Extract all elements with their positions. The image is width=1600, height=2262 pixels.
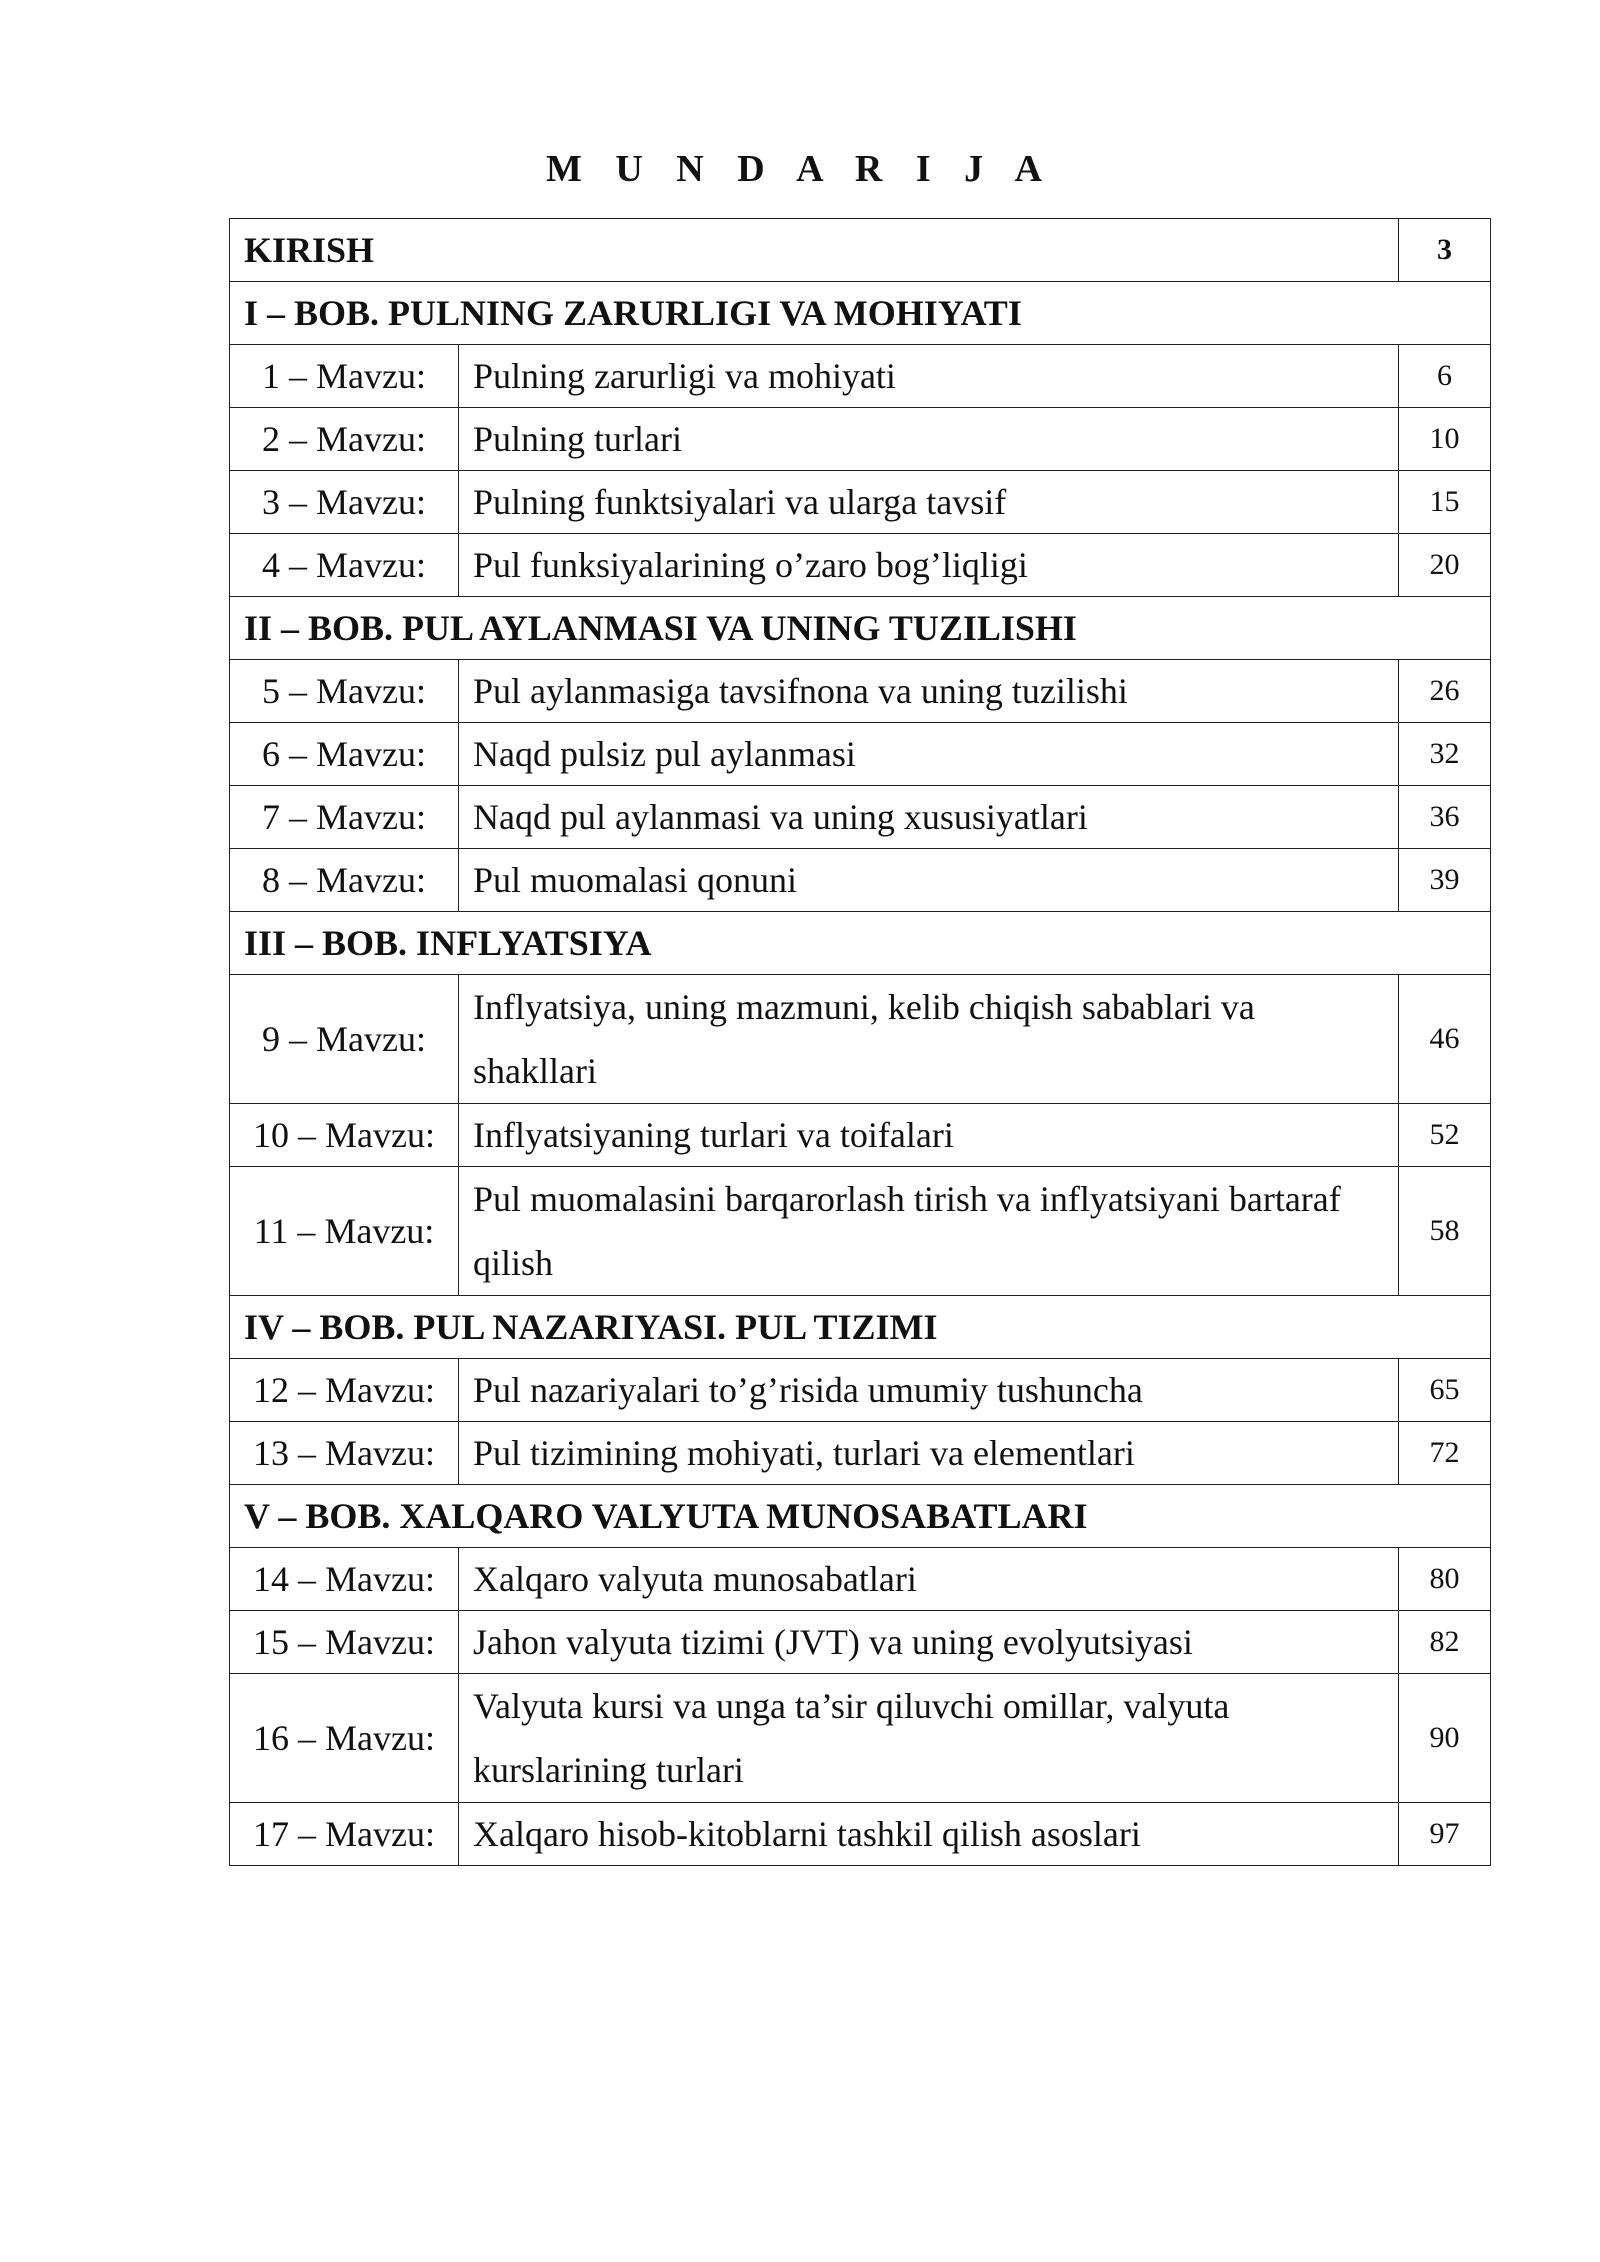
topic-row xyxy=(230,1359,1491,1422)
topic-row xyxy=(230,1674,1491,1803)
chapter-heading-row xyxy=(230,912,1491,975)
topic-title: Inflyatsiya, uning mazmuni, kelib chiqish sabablari va shakllari xyxy=(459,975,1399,1104)
chapter-heading-row xyxy=(230,597,1491,660)
topic-row xyxy=(230,1167,1491,1296)
topic-number: 2 – Mavzu: xyxy=(230,408,459,471)
intro-page: 3 xyxy=(1399,219,1491,282)
topic-number: 11 – Mavzu: xyxy=(230,1167,459,1296)
topic-number: 5 – Mavzu: xyxy=(230,660,459,723)
topic-number: 7 – Mavzu: xyxy=(230,786,459,849)
topic-title: Jahon valyuta tizimi (JVT) va uning evolyutsiyasi xyxy=(459,1611,1399,1674)
chapter-heading-row xyxy=(230,1485,1491,1548)
chapter-heading-row xyxy=(230,1296,1491,1359)
topic-number: 3 – Mavzu: xyxy=(230,471,459,534)
topic-number: 15 – Mavzu: xyxy=(230,1611,459,1674)
topic-title: Pul muomalasini barqarorlash tirish va inflyatsiyani bartaraf qilish xyxy=(459,1167,1399,1296)
topic-row xyxy=(230,723,1491,786)
topic-page: 15 xyxy=(1399,471,1491,534)
topic-number: 16 – Mavzu: xyxy=(230,1674,459,1803)
topic-title: Pul funksiyalarining o’zaro bog’liqligi xyxy=(459,534,1399,597)
topic-row xyxy=(230,1104,1491,1167)
topic-title: Pulning zarurligi va mohiyati xyxy=(459,345,1399,408)
topic-page: 6 xyxy=(1399,345,1491,408)
topic-row xyxy=(230,786,1491,849)
topic-page: 90 xyxy=(1399,1674,1491,1803)
topic-page: 72 xyxy=(1399,1422,1491,1485)
chapter-heading: III – BOB. INFLYATSIYA xyxy=(230,912,1491,975)
topic-row xyxy=(230,660,1491,723)
intro-label: KIRISH xyxy=(230,219,1399,282)
topic-row xyxy=(230,1548,1491,1611)
topic-title: Xalqaro hisob-kitoblarni tashkil qilish asoslari xyxy=(459,1803,1399,1866)
topic-title: Naqd pulsiz pul aylanmasi xyxy=(459,723,1399,786)
topic-page: 52 xyxy=(1399,1104,1491,1167)
chapter-heading: V – BOB. XALQARO VALYUTA MUNOSABATLARI xyxy=(230,1485,1491,1548)
topic-page: 46 xyxy=(1399,975,1491,1104)
topic-number: 4 – Mavzu: xyxy=(230,534,459,597)
topic-page: 58 xyxy=(1399,1167,1491,1296)
topic-title: Pul tizimining mohiyati, turlari va elementlari xyxy=(459,1422,1399,1485)
topic-page: 26 xyxy=(1399,660,1491,723)
topic-page: 82 xyxy=(1399,1611,1491,1674)
chapter-heading: IV – BOB. PUL NAZARIYASI. PUL TIZIMI xyxy=(230,1296,1491,1359)
topic-title: Naqd pul aylanmasi va uning xususiyatlari xyxy=(459,786,1399,849)
topic-title: Pulning funktsiyalari va ularga tavsif xyxy=(459,471,1399,534)
topic-number: 6 – Mavzu: xyxy=(230,723,459,786)
topic-row xyxy=(230,1803,1491,1866)
chapter-heading: II – BOB. PUL AYLANMASI VA UNING TUZILISHI xyxy=(230,597,1491,660)
topic-number: 12 – Mavzu: xyxy=(230,1359,459,1422)
table-of-contents xyxy=(229,218,1491,1866)
topic-title: Xalqaro valyuta munosabatlari xyxy=(459,1548,1399,1611)
topic-row xyxy=(230,1422,1491,1485)
topic-number: 14 – Mavzu: xyxy=(230,1548,459,1611)
topic-number: 13 – Mavzu: xyxy=(230,1422,459,1485)
page-title: M U N D A R I J A xyxy=(545,148,1055,190)
topic-number: 8 – Mavzu: xyxy=(230,849,459,912)
topic-number: 9 – Mavzu: xyxy=(230,975,459,1104)
topic-page: 32 xyxy=(1399,723,1491,786)
topic-number: 1 – Mavzu: xyxy=(230,345,459,408)
topic-number: 17 – Mavzu: xyxy=(230,1803,459,1866)
topic-row xyxy=(230,1611,1491,1674)
topic-page: 10 xyxy=(1399,408,1491,471)
intro-row xyxy=(230,219,1491,282)
topic-number: 10 – Mavzu: xyxy=(230,1104,459,1167)
topic-title: Pul aylanmasiga tavsifnona va uning tuzilishi xyxy=(459,660,1399,723)
topic-title: Pul nazariyalari to’g’risida umumiy tushuncha xyxy=(459,1359,1399,1422)
topic-page: 36 xyxy=(1399,786,1491,849)
topic-page: 20 xyxy=(1399,534,1491,597)
topic-row xyxy=(230,975,1491,1104)
topic-title: Valyuta kursi va unga ta’sir qiluvchi omillar, valyuta kurslarining turlari xyxy=(459,1674,1399,1803)
topic-row xyxy=(230,534,1491,597)
topic-title: Pulning turlari xyxy=(459,408,1399,471)
topic-title: Inflyatsiyaning turlari va toifalari xyxy=(459,1104,1399,1167)
topic-title: Pul muomalasi qonuni xyxy=(459,849,1399,912)
topic-page: 39 xyxy=(1399,849,1491,912)
topic-row xyxy=(230,345,1491,408)
topic-row xyxy=(230,471,1491,534)
topic-page: 65 xyxy=(1399,1359,1491,1422)
chapter-heading-row xyxy=(230,282,1491,345)
topic-row xyxy=(230,849,1491,912)
topic-page: 97 xyxy=(1399,1803,1491,1866)
chapter-heading: I – BOB. PULNING ZARURLIGI VA MOHIYATI xyxy=(230,282,1491,345)
topic-row xyxy=(230,408,1491,471)
topic-page: 80 xyxy=(1399,1548,1491,1611)
